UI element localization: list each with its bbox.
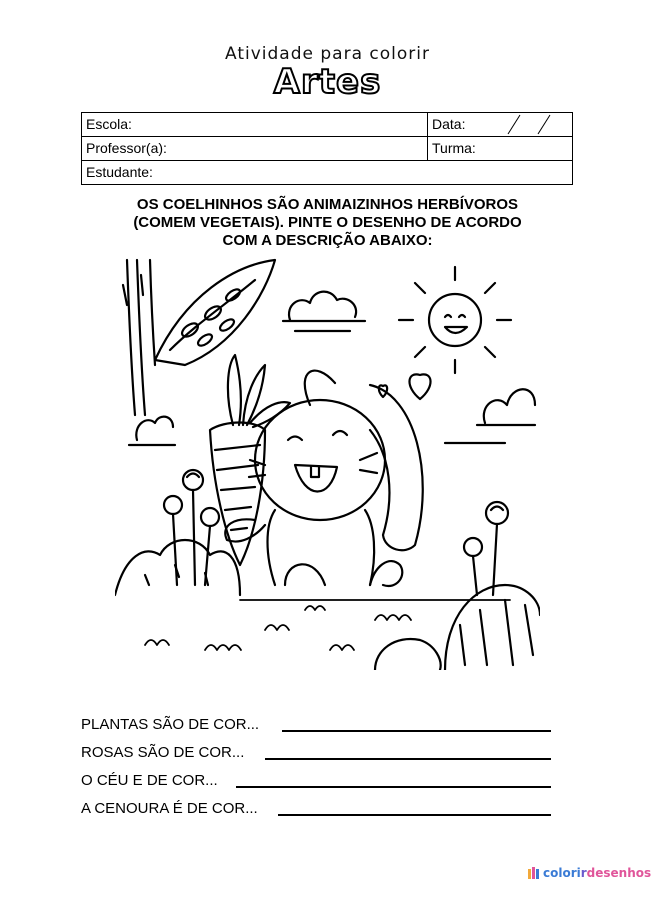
turma-field[interactable] [427, 137, 573, 160]
sun-icon [399, 267, 511, 373]
escola-field[interactable] [82, 113, 427, 136]
cloud-left-icon [129, 417, 175, 445]
professor-label: Professor(a): [86, 140, 167, 156]
instructions-line-3: COM A DESCRIÇÃO ABAIXO: [222, 232, 433, 249]
activity-title: Artes [273, 62, 382, 102]
professor-field[interactable] [82, 137, 427, 160]
logo-text-part2: r [580, 866, 587, 880]
info-table [81, 112, 573, 185]
tree-trunk [123, 260, 155, 415]
answer-cenoura [81, 796, 561, 820]
answer-cenoura-blank[interactable] [278, 814, 551, 816]
activity-subtitle: Atividade para colorir [225, 44, 430, 64]
data-label: Data: [432, 116, 466, 132]
answer-plantas-label: PLANTAS SÃO DE COR... [81, 716, 260, 733]
answer-ceu-blank[interactable] [236, 786, 551, 788]
logo-text-part3: desenhos [586, 866, 652, 880]
tree-leaves [155, 260, 275, 365]
instructions-text [90, 196, 565, 250]
data-field[interactable] [427, 113, 573, 136]
estudante-label: Estudante: [86, 164, 153, 180]
instructions-line-1: OS COELHINHOS SÃO ANIMAIZINHOS HERBÍVOROS [136, 196, 519, 213]
answer-rosas-blank[interactable] [265, 758, 551, 760]
info-row-professor [82, 137, 572, 161]
date-slashes-icon [494, 113, 574, 137]
heart-large-icon [409, 374, 430, 399]
escola-label: Escola: [86, 116, 132, 132]
site-logo [527, 866, 651, 880]
logo-text-part1: colori [543, 866, 581, 880]
crayons-icon [527, 866, 541, 880]
answer-ceu [81, 768, 561, 792]
info-row-escola [82, 113, 572, 137]
bunny-coloring-illustration [115, 255, 540, 670]
instructions-line-2: (COMEM VEGETAIS). PINTE O DESENHO DE ACORDO [133, 214, 522, 231]
cloud-top-icon [283, 292, 365, 331]
cloud-right-icon [445, 389, 535, 443]
bushes-icon [115, 540, 540, 670]
answer-cenoura-label: A CENOURA É DE COR... [81, 800, 258, 817]
estudante-field[interactable] [82, 161, 572, 185]
info-row-estudante [82, 161, 572, 185]
answer-plantas-blank[interactable] [282, 730, 551, 732]
answer-rosas-label: ROSAS SÃO DE COR... [81, 744, 245, 761]
roses-left-icon [164, 470, 219, 585]
turma-label: Turma: [432, 140, 476, 156]
answer-plantas [81, 712, 561, 736]
roses-right-icon [464, 502, 508, 595]
answer-rosas [81, 740, 561, 764]
grass-tufts [145, 600, 510, 650]
answer-ceu-label: O CÉU E DE COR... [81, 772, 218, 789]
bunny-icon [225, 371, 422, 586]
